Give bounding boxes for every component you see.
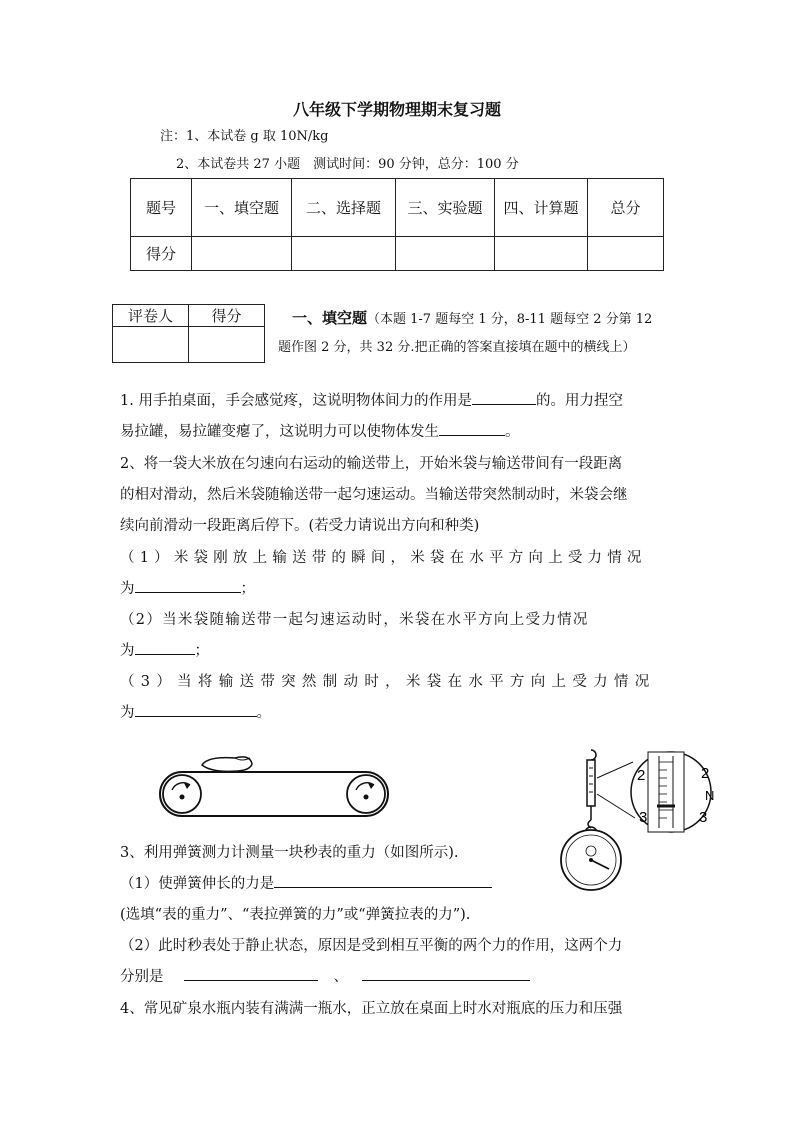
score-table	[130, 178, 664, 271]
section-1-heading-line	[292, 307, 652, 328]
score-cell[interactable]	[192, 237, 292, 271]
scale-label-right-top: 2	[701, 765, 710, 782]
q3-part-1	[120, 872, 492, 893]
q2-part-3-answer	[120, 701, 271, 722]
spring-scale-stopwatch-figure	[555, 748, 725, 898]
q3-p1-text: （1）使弹簧伸长的力是	[120, 876, 275, 892]
q3-line-1: 3、利用弹簧测力计测量一块秒表的重力（如图所示).	[120, 845, 459, 861]
q2-part-2: （2）当米袋随输送带一起匀速运动时，米袋在水平方向上受力情况	[120, 612, 589, 628]
page-title: 八年级下学期物理期末复习题	[292, 100, 501, 119]
q2-p2-prefix: 为	[120, 643, 135, 659]
q2-line-1: 2、将一袋大米放在匀速向右运动的输送带上，开始米袋与输送带间有一段距离	[120, 456, 623, 472]
q3-p2-prefix: 分别是	[120, 969, 164, 985]
q2-p1-suffix: ；	[240, 581, 255, 597]
score-header-cell: 三、实验题	[396, 179, 495, 237]
score-cell[interactable]	[396, 237, 495, 271]
scale-label-left-top: 2	[637, 767, 646, 784]
section-1-desc-2: 题作图 2 分，共 32 分.把正确的答案直接填在题中的横线上）	[278, 340, 636, 355]
q1-text-a: 1. 用手拍桌面，手会感觉疼，这说明物体间力的作用是	[120, 393, 472, 409]
q2-p2-suffix: ；	[194, 643, 209, 659]
q2-line-2: 的相对滑动，然后米袋随输送带一起匀速运动。当输送带突然制动时，米袋会继	[120, 487, 628, 503]
left-roller-icon	[163, 775, 201, 813]
scale-label-right-bottom: 3	[699, 809, 708, 826]
score-cell[interactable]	[588, 237, 664, 271]
right-roller-icon	[347, 775, 385, 813]
section-1-heading: 一、填空题	[292, 309, 368, 327]
q3-blank-3[interactable]	[362, 968, 530, 981]
q2-blank-1[interactable]	[135, 580, 241, 593]
score-row-label: 得分	[131, 237, 192, 271]
q3-blank-1[interactable]	[274, 875, 492, 888]
grader-cell[interactable]	[113, 327, 189, 363]
score-header-cell: 总分	[588, 179, 664, 237]
q1-blank-1[interactable]	[472, 392, 536, 405]
q1-text-c: 易拉罐，易拉罐变瘪了，这说明力可以使物体发生	[120, 424, 439, 440]
q1-text-d: 。	[505, 424, 520, 440]
q2-part-2-answer	[120, 639, 209, 660]
q2-part-3: （3）当将输送带突然制动时，米袋在水平方向上受力情况	[120, 674, 656, 690]
q3-hint: (选填“表的重力”、“表拉弹簧的力”或“弹簧拉表的力”).	[120, 907, 471, 923]
q2-blank-2[interactable]	[135, 642, 195, 655]
q2-blank-3[interactable]	[135, 704, 257, 717]
grader-table	[112, 304, 265, 363]
q4-line-1: 4、常见矿泉水瓶内装有满满一瓶水，正立放在桌面上时水对瓶底的压力和压强	[120, 1001, 623, 1017]
section-1-desc-1: （本题 1-7 题每空 1 分，8-11 题每空 2 分第 12	[367, 312, 653, 327]
q1-blank-2[interactable]	[439, 423, 505, 436]
q2-p3-suffix: 。	[256, 705, 271, 721]
q3-blank-2[interactable]	[184, 968, 318, 981]
q1-line-2	[120, 420, 520, 441]
q2-part-1-answer	[120, 577, 255, 598]
score-header-cell: 四、计算题	[495, 179, 588, 237]
score-header-cell: 二、选择题	[292, 179, 396, 237]
rice-bag-icon	[202, 757, 252, 772]
q2-p1-prefix: 为	[120, 581, 135, 597]
scale-label-n: N	[705, 788, 715, 803]
q1-line-1	[120, 389, 623, 410]
score-header-cell: 一、填空题	[192, 179, 292, 237]
conveyor-belt-figure	[150, 752, 396, 828]
q3-separator: 、	[333, 969, 348, 985]
score-header-cell: 题号	[131, 179, 192, 237]
score-cell[interactable]	[292, 237, 396, 271]
note-1: 注：1、本试卷 g 取 10N/kg	[160, 129, 329, 144]
q3-part-2-answer	[120, 965, 530, 986]
scale-hook-icon	[591, 750, 596, 760]
score-cell[interactable]	[495, 237, 588, 271]
q2-line-3: 续向前滑动一段距离后停下。(若受力请说出方向和种类)	[120, 518, 480, 534]
note-2: 2、本试卷共 27 小题 测试时间：90 分钟，总分：100 分	[176, 157, 519, 172]
grader-cell[interactable]	[189, 327, 265, 363]
q2-p3-prefix: 为	[120, 705, 135, 721]
spring-scale-icon	[587, 760, 595, 806]
q1-text-b: 的。用力捏空	[535, 393, 623, 409]
q2-part-1: （1）米袋刚放上输送带的瞬间，米袋在水平方向上受力情况	[120, 550, 647, 566]
grader-header-cell: 得分	[189, 305, 265, 327]
q3-part-2: （2）此时秒表处于静止状态，原因是受到相互平衡的两个力的作用，这两个力	[120, 938, 623, 954]
scale-label-left-bottom: 3	[639, 809, 648, 826]
grader-header-cell: 评卷人	[113, 305, 189, 327]
